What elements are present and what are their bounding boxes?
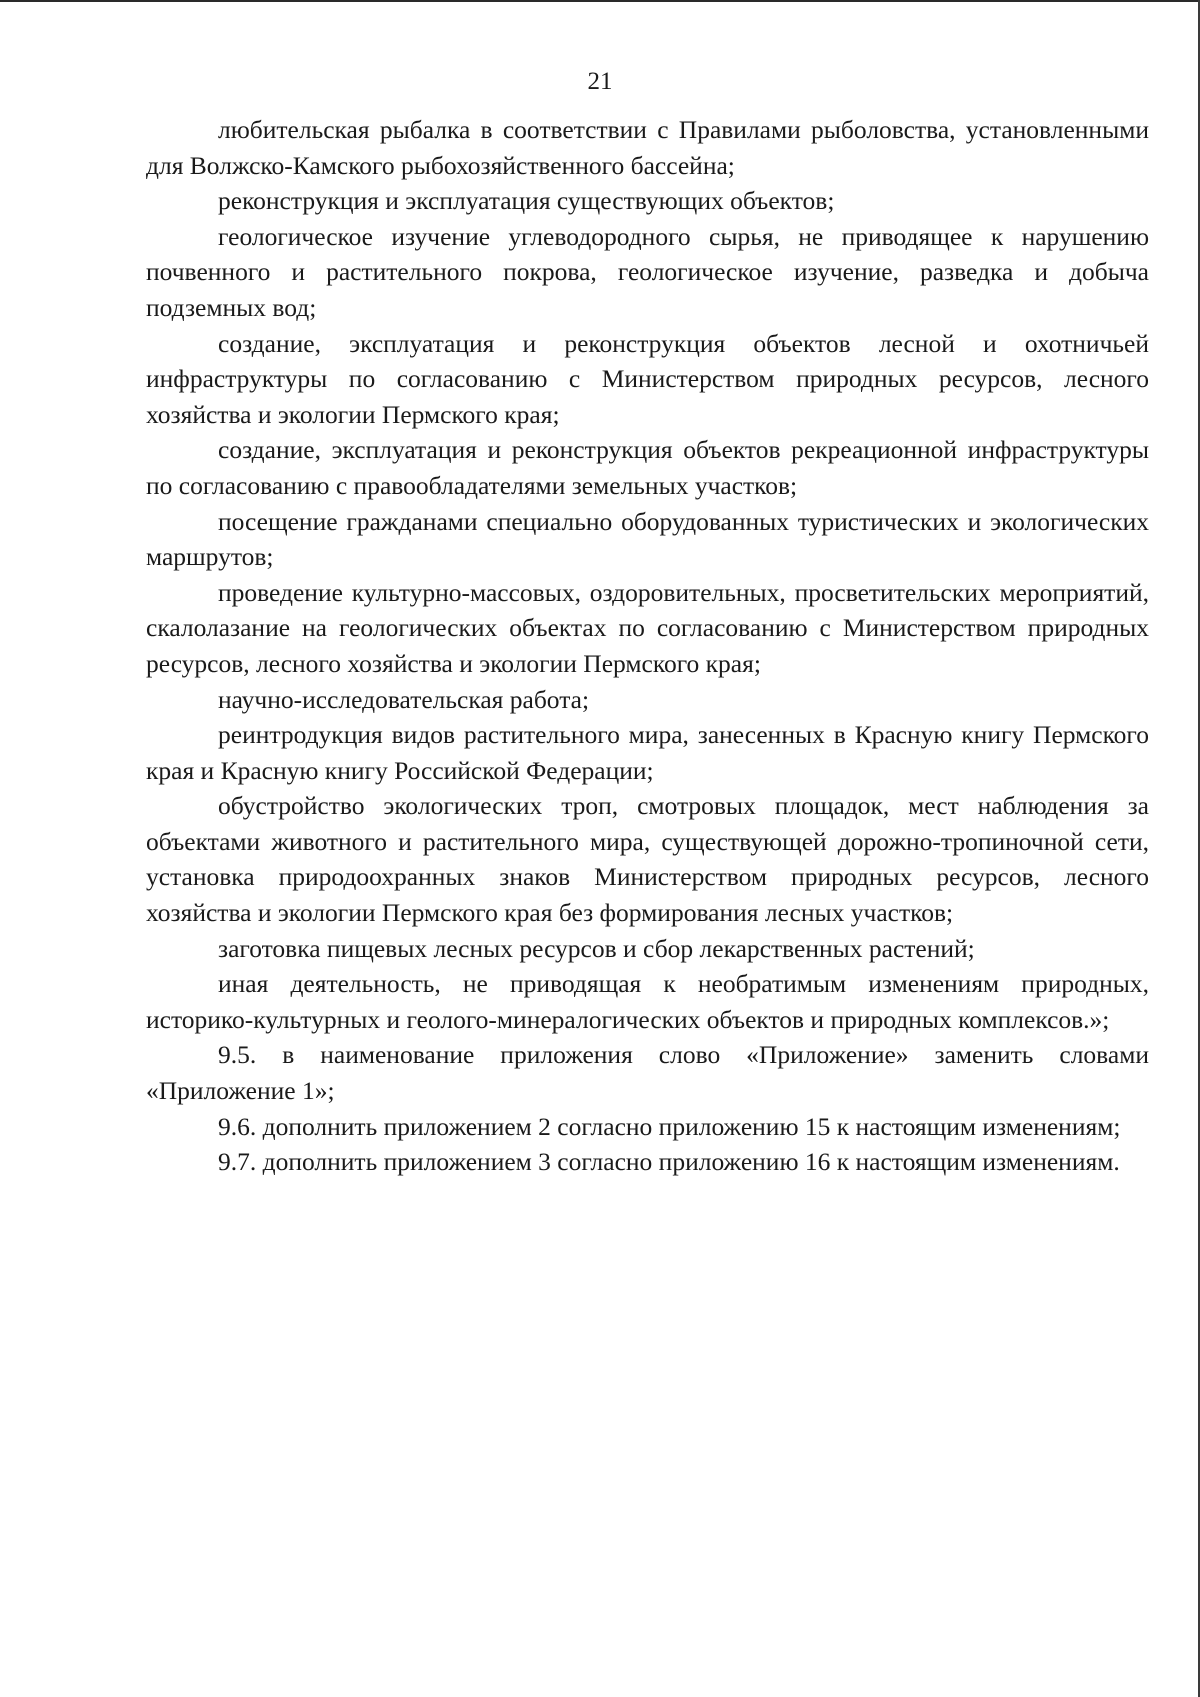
paragraph-7: проведение культурно-массовых, оздоровительных, просветительских мероприятий, скалолазание на геологических объектах по согласованию с Министерством природных ресурсов, лесного хозяйства и экологии Пермского края;: [146, 577, 1149, 678]
paragraph-15: 9.7. дополнить приложением 3 согласно приложению 16 к настоящим изменениям.: [218, 1147, 1120, 1177]
paragraph-14: 9.6. дополнить приложением 2 согласно приложению 15 к настоящим изменениям;: [218, 1111, 1121, 1141]
paragraph-11: заготовка пищевых лесных ресурсов и сбор лекарственных растений;: [218, 933, 975, 963]
paragraph-2: реконструкция и эксплуатация существующих объектов;: [218, 186, 835, 216]
paragraph-4: создание, эксплуатация и реконструкция объектов лесной и охотничьей инфраструктуры по согласованию с Министерством природных ресурсов, лесного хозяйства и экологии Пермского края;: [146, 328, 1149, 429]
paragraph-10: обустройство экологических троп, смотровых площадок, мест наблюдения за объектами животного и растительного мира, существующей дорожно-тропиночной сети, установка природоохранных знаков Министерством природных ресурсов, лесного хозяйства и экологии Пермского края без формирования лесных участков;: [146, 791, 1149, 928]
page-number: 21: [587, 68, 613, 95]
paragraph-3: геологическое изучение углеводородного сырья, не приводящее к нарушению почвенного и растительного покрова, геологическое изучение, разведка и добыча подземных вод;: [146, 221, 1149, 322]
paragraph-8: научно-исследовательская работа;: [218, 684, 590, 714]
paragraph-12: иная деятельность, не приводящая к необратимым изменениям природных, историко-культурных и геолого-минералогических объектов и природных комплексов.»;: [146, 969, 1149, 1034]
paragraph-5: создание, эксплуатация и реконструкция объектов рекреационной инфраструктуры по согласованию с правообладателями земельных участков;: [146, 435, 1149, 500]
paragraph-1: любительская рыбалка в соответствии с Правилами рыболовства, установленными для Волжско-Камского рыбохозяйственного бассейна;: [146, 115, 1149, 180]
paragraph-9: реинтродукция видов растительного мира, занесенных в Красную книгу Пермского края и Красную книгу Российской Федерации;: [146, 720, 1149, 785]
scan-border-top: [0, 0, 1200, 2]
paragraph-13: 9.5. в наименование приложения слово «Приложение» заменить словами «Приложение 1»;: [146, 1040, 1149, 1106]
paragraph-6: посещение гражданами специально оборудованных туристических и экологических маршрутов;: [146, 506, 1149, 572]
document-body: [146, 112, 1149, 1180]
